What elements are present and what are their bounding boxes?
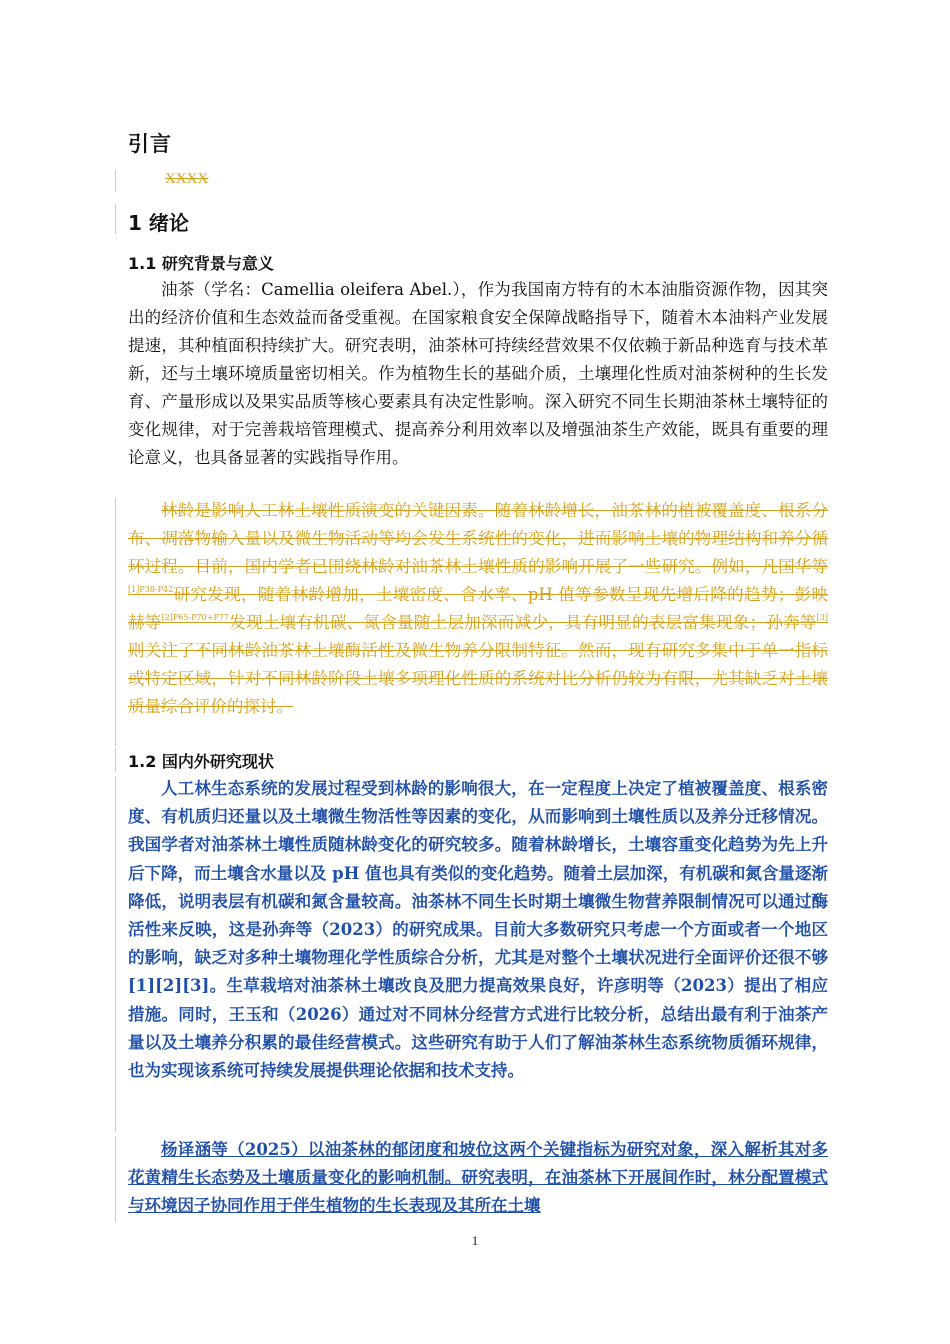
deleted-paragraph (128, 497, 828, 721)
inserted-paragraph-2: 杨译涵等（2025）以油茶林的郁闭度和坡位这两个关键指标为研究对象，深入解析其对多花黄精生长态势及土壤质量变化的影响机制。研究表明，在油茶林下开展间作时，林分配置模式与环境因子协同作用于伴生植物的生长表现及其所在土壤 (128, 1140, 828, 1215)
citation-2: [2]P65-P70+P77 (161, 613, 230, 622)
deleted-text: 林龄是影响人工林土壤性质演变的关键因素。随着林龄增长，油茶林的植被覆盖度、根系分布、凋落物输入量以及微生物活动等均会发生系统性的变化，进而影响土壤的物理结构和养分循环过程。目前，国内学者已围绕林龄对油茶林土壤性质的影响开展了一些研究。例如，凡国华等 (128, 501, 828, 576)
change-bar (115, 748, 116, 772)
change-bar (115, 776, 116, 1132)
background-paragraph: 油茶（学名：Camellia oleifera Abel.），作为我国南方特有的木本油脂资源作物，因其突出的经济价值和生态效益而备受重视。在国家粮食安全保障战略指导下，随着木本油料产业发展提速，其种植面积持续扩大。研究表明，油茶林可持续经营效果不仅依赖于新品种选育与技术革新，还与土壤环境质量密切相关。作为植物生长的基础介质，土壤理化性质对油茶树种的生长发育、产量形成以及果实品质等核心要素具有决定性影响。深入研究不同生长期油茶林土壤特征的变化规律，对于完善栽培管理模式、提高养分利用效率以及增强油茶生产效能，既具有重要的理论意义，也具备显著的实践指导作用。 (128, 280, 828, 467)
change-bar (115, 170, 116, 192)
intro-heading: 引言 (128, 132, 172, 156)
section-heading-1-2: 1.2 国内外研究现状 (128, 752, 274, 771)
section-heading-1-1: 1.1 研究背景与意义 (128, 254, 274, 273)
change-bar (115, 204, 116, 234)
page-number: 1 (471, 1233, 479, 1248)
deleted-text: 则关注了不同林龄油茶林土壤酶活性及微生物养分限制特征。然而，现有研究多集中于单一指标或特定区域，针对不同林龄阶段土壤多项理化性质的系统对比分析仍较为有限，尤其缺乏对土壤质量综合评价的探讨。 (128, 641, 828, 716)
deleted-text: 研究发现，随着林龄增加，土壤密度、含水率、pH 值等参数呈现先增后降的趋势；彭映赫等 (128, 585, 828, 632)
deleted-text: 发现土壤有机碳、氮含量随土层加深而减少，具有明显的表层富集现象；孙奔等 (229, 613, 817, 632)
deleted-placeholder: XXXX (165, 171, 209, 187)
change-bar (115, 1136, 116, 1222)
chapter-heading: 1 绪论 (128, 211, 189, 235)
citation-1: [1]P38-P42 (128, 585, 174, 594)
citation-3: [3] (816, 613, 829, 622)
inserted-paragraph: 人工林生态系统的发展过程受到林龄的影响很大，在一定程度上决定了植被覆盖度、根系密度、有机质归还量以及土壤微生物活性等因素的变化，从而影响到土壤性质以及养分迁移情况。我国学者对油茶林土壤性质随林龄变化的研究较多。随着林龄增长，土壤容重变化趋势为先上升后下降，而土壤含水量以及 pH 值也具有类似的变化趋势。随着土层加深，有机碳和氮含量逐渐降低，说明表层有机碳和氮含量较高。油茶林不同生长时期土壤微生物营养限制情况可以通过酶活性来反映，这是孙奔等（2023）的研究成果。目前大多数研究只考虑一个方面或者一个地区的影响，缺乏对多种土壤物理化学性质综合分析，尤其是对整个土壤状况进行全面评价还很不够[1][2][3]。生草栽培对油茶林土壤改良及肥力提高效果良好，许彦明等（2023）提出了相应措施。同时，王玉和（2026）通过对不同林分经营方式进行比较分析，总结出最有利于油茶产量以及土壤养分积累的最佳经营模式。这些研究有助于人们了解油茶林生态系统物质循环规律，也为实现该系统可持续发展提供理论依据和技术支持。 (128, 779, 828, 1081)
change-bar (115, 498, 116, 746)
